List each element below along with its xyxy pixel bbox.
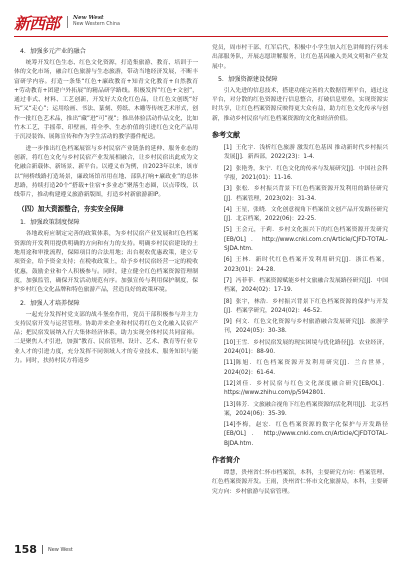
reference-number: [4] xyxy=(223,206,232,213)
reference-number: [6] xyxy=(223,257,232,264)
body-paragraph: 统筹开发红色生态、红色文化资源，打造集旅游、教育、培训于一体的文化市场，融合红色旅游与生态旅游，带动当地经济发展，不断丰富研学内容。打造一条集“红色+廉政教育+知青文化教育+自然教育+劳动教育+团建户外拓展”的精品研学路线。积极发挥“红色+文创”，通过非式、材料、工艺创新，开发好大众化红色品，让红色文创既“好玩”又“走心”；运用绘画、书法、篆刻、剪纸、木雕等传统艺术形式，创作一批红色艺术品，推出“藏”进“可”视”；推出体验活动作品文化，比如竹木工艺，手摇带、印壁画，将全季、生态价值的引进红色文化产品用于沉浸装饰、展陈宣传和作为学生活动的教学器件配送。 xyxy=(14,60,198,141)
reference-text: 王会元，于莉．乡村文化振兴下的红色档案资源开发研究[EB/OL]．http://www.cnki.com.cn/Article/CJFD-TOTAL-SJDA.htm. xyxy=(224,227,388,253)
reference-number: [7] xyxy=(223,277,232,284)
header-rule xyxy=(14,36,388,37)
reference-item xyxy=(212,256,388,275)
reference-number: [2] xyxy=(223,165,232,172)
body-paragraph: 进一步推出红色档案展馆与乡村民宿产业链条的延伸、服务业态的创新，将红色文化与乡村民宿产业发展相融合，让乡村民宿出此成为文化融合新载体、新场景、新平台。以遵义市为例，自2023年以来，该市以“闸桥线路打造场景，廉政场馆吊用在地、部队打响+廉政业”的总体思路，持续打造20个“搭载+住宿+多业态”聚落生态圈，以点带线，以线带片，推动构建遵义旅游新版图，打造乡村新旅游新IP。 xyxy=(14,145,198,199)
subsection-heading: 5．加强资源建设保障 xyxy=(218,75,278,83)
reference-text: 张松．乡村振兴背景下红色档案资源开发利用的路径研究[J]．档案管理，2023(02)：31-34. xyxy=(224,186,388,202)
author-bio-heading: 作者简介 xyxy=(212,455,240,464)
author-bio: 谭慧，贵州省仁怀市档案馆，本科，主要研究方向：档案管理、红色档案资源开发。王雨，贵州省仁怀市文化旅游局，本科，主要研究方向：乡村旅游与民宿管理。 xyxy=(212,469,388,495)
section-heading-major: （四）加大资源整合，夯实安全保障 xyxy=(18,205,124,214)
reference-text: 王林．新时代红色档案开发利用研究[J]．浙江档案，2023(01)：24-28. xyxy=(224,257,388,273)
reference-text: 张宇，林浩．乡村振兴背景下红色档案资源的保护与开发[J]．档案学研究，2024(02)：46-52. xyxy=(224,298,388,314)
reference-number: [8] xyxy=(223,298,232,305)
reference-text: 王星，张晓．文化创意视角下档案馆文创产品开发路径研究[J]．北京档案，2022(06)：22-25. xyxy=(224,206,388,223)
reference-item xyxy=(212,298,388,317)
reference-text: 韩芳．文旅融合视角下红色档案资源的活化利用[J]．北京档案，2024(06)：35-39. xyxy=(224,401,388,417)
masthead xyxy=(14,12,120,32)
reference-item xyxy=(212,206,388,225)
journal-logo: 新西部 xyxy=(14,13,60,33)
journal-name-box xyxy=(67,16,120,27)
section-heading: 4．加强多元产业的融合 xyxy=(20,48,86,55)
reference-number: [9] xyxy=(223,319,232,326)
reference-item xyxy=(212,401,388,420)
reference-text: 王化宇．浅析红色旅游 激发红色基因 推动新时代乡村振兴发展[J]．新西部，2022(23)：1-4. xyxy=(224,145,388,161)
subsection-heading: 2．加强人才培养保障 xyxy=(20,299,80,307)
footer-divider xyxy=(42,545,43,554)
subsection-heading: 1．加强政策制度保障 xyxy=(20,219,80,227)
reference-number: [14] xyxy=(223,422,236,429)
body-paragraph: 引入先进的信息技术，搭建功能完善的大数据管理平台，通过这平台，对分散的红色资源进行信息整合，打破信息壁垒，实现资源实时共享，让红色档案资源反映得更大众有益，助力红色文化传承与创新，推动乡村民宿与红色档案资源的文化和经济价值。 xyxy=(212,87,388,122)
reference-number: [13] xyxy=(223,401,236,408)
reference-number: [12] xyxy=(223,380,236,387)
page-footer xyxy=(14,543,73,556)
reference-number: [11] xyxy=(223,360,236,367)
reference-text: 刘佳．乡村民宿与红色文化深度融合研究[EB/OL]．https://www.zhihu.com/p/5942801. xyxy=(224,380,388,397)
reference-item xyxy=(212,359,388,378)
reference-item xyxy=(212,380,388,399)
references-list xyxy=(212,144,388,449)
page-number: 158 xyxy=(14,543,37,556)
reference-item xyxy=(212,226,388,254)
reference-item xyxy=(212,165,388,184)
reference-item xyxy=(212,318,388,337)
reference-text: 李梅，赵宏．红色档案资源的数字化保护与开发路径[EB/OL]．http://www.cnki.com.cn/Article/CJFDTOTAL-BJDA.htm. xyxy=(224,422,388,447)
reference-item xyxy=(212,421,388,449)
reference-item xyxy=(212,185,388,204)
reference-text: 冯菲菲．档案资源赋能乡村文旅融合发展路径研究[J]．中国档案，2024(02)：17-19. xyxy=(224,277,388,294)
reference-number: [1] xyxy=(223,145,232,152)
footer-magazine-name: New West xyxy=(47,546,73,553)
reference-number: [5] xyxy=(223,227,232,234)
reference-text: 张艳秀，朱宁．红色文化的传承与发展研究[J]．中国社会科学报，2021(01)：11-16. xyxy=(224,165,388,181)
reference-number: [3] xyxy=(223,186,232,193)
reference-text: 何文．红色文化资源与乡村旅游融合发展研究[J]．旅游学刊，2024(05)：30-38. xyxy=(224,319,388,335)
body-paragraph: 一起充分发挥村党支部的战斗堡垒作用，党员干部积极参与并主力支持民宿开发与运营管理。协助并来企业和村民将红色文化融入民宿产品；把民宿发展纳入行大集体经济体系，助力实现全体村民共同富裕。二是聚焦人才引进，加强“教育、民宿管理、设计、艺术、教育等行业专业人才的引进力度，充分发挥不同领域人才的专业技术、服务知识与能力。同时，扶持村民方将返乡 xyxy=(14,311,198,365)
right-column xyxy=(212,44,388,499)
reference-text: 王雪．乡村民宿发展的现实困境与优化路径[J]．农业经济，2024(01)：88-90. xyxy=(224,339,388,356)
reference-text: 陈旭．红色档案资源开发利用研究[J]．兰台世界，2024(02)：61-64. xyxy=(224,360,388,376)
body-paragraph: 各地政府应制定完善的政策体系，为乡村民宿产业发展和红色档案资源的开发利用提供明确的方向和有力的支持。明确乡村民宿建设的土地用途和审批流程，保障项目的合法用地；出台税收优惠政策，建立专项资金，给予资金支持；在税收政策上，给予乡村民宿经营一定的税收优惠，鼓励企业和个人积极参与。同时，建立健全红色档案资源管理制度，加强监管，确保开发活动规范有序。加强宣传与利用保护制度，保护乡村红色文化品牌和特色旅游产品，营造良好的政策环境。 xyxy=(14,231,198,294)
body-paragraph: 党员，周市村干部、红军后代，积极中小学生加入红色讲师的行列未出部服务队，开展志愿讲解服务，让红色基因融入美风文明和产业发展中。 xyxy=(212,45,388,70)
references-heading: 参考文献 xyxy=(212,131,240,140)
journal-subtitle-en: New Western China xyxy=(73,22,120,27)
reference-item xyxy=(212,277,388,296)
reference-item xyxy=(212,144,388,163)
reference-item xyxy=(212,339,388,358)
left-column xyxy=(14,44,198,368)
journal-name-en: New West xyxy=(73,15,104,22)
reference-number: [10] xyxy=(223,339,236,346)
